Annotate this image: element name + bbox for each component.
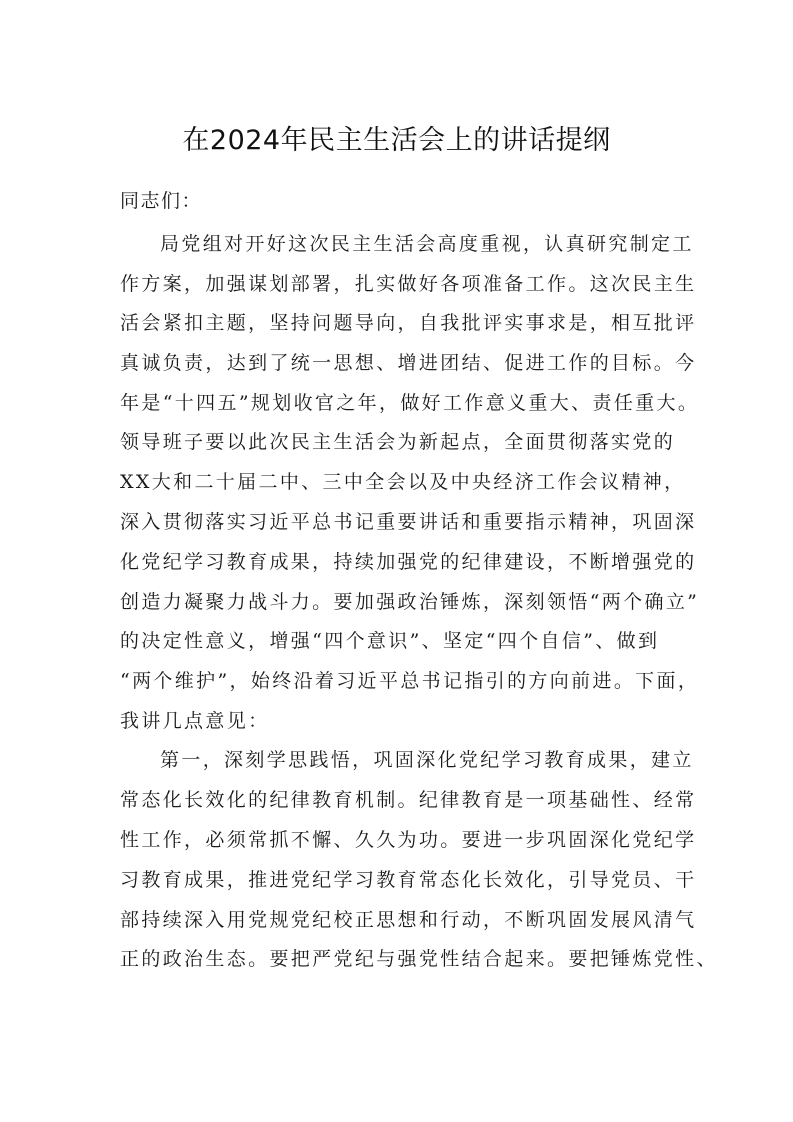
paragraph-line: 领导班子要以此次民主生活会为新起点，全面贯彻落实党的 <box>120 431 676 453</box>
paragraph-line: 性工作，必须常抓不懈、久久为功。要进一步巩固深化党纪学 <box>120 829 697 851</box>
paragraph-line: 真诚负责，达到了统一思想、增进团结、促进工作的目标。今 <box>120 352 697 374</box>
paragraph-line: 年是“十四五”规划收官之年，做好工作意义重大、责任重大。 <box>120 392 700 414</box>
paragraph-line: “两个维护”，始终沿着习近平总书记指引的方向前进。下面， <box>120 670 700 692</box>
paragraph-line: 活会紧扣主题，坚持问题导向，自我批评实事求是，相互批评 <box>120 312 697 334</box>
paragraph-line: 局党组对开好这次民主生活会高度重视，认真研究制定工 <box>160 233 694 255</box>
paragraph-line: 第一，深刻学思践悟，巩固深化党纪学习教育成果，建立 <box>160 749 694 771</box>
document-title: 在2024年民主生活会上的讲话提纲 <box>182 125 611 156</box>
paragraph-line: XX大和二十届二中、三中全会以及中央经济工作会议精神， <box>120 471 686 493</box>
paragraph-line: 创造力凝聚力战斗力。要加强政治锤炼，深刻领悟“两个确立” <box>120 591 700 613</box>
salutation: 同志们： <box>120 190 203 212</box>
paragraph-line: 部持续深入用党规党纪校正思想和行动，不断巩固发展风清气 <box>120 909 697 931</box>
paragraph-line: 作方案，加强谋划部署，扎实做好各项准备工作。这次民主生 <box>120 273 697 295</box>
paragraph-line: 常态化长效化的纪律教育机制。纪律教育是一项基础性、经常 <box>120 789 697 811</box>
paragraph-line: 正的政治生态。要把严党纪与强党性结合起来。要把锤炼党性、 <box>120 948 718 970</box>
paragraph-line: 化党纪学习教育成果，持续加强党的纪律建设，不断增强党的 <box>120 551 697 573</box>
paragraph-line: 习教育成果，推进党纪学习教育常态化长效化，引导党员、干 <box>120 869 697 891</box>
paragraph-line: 的决定性意义，增强“四个意识”、坚定“四个自信”、做到 <box>120 630 660 652</box>
paragraph-line: 深入贯彻落实习近平总书记重要讲话和重要指示精神，巩固深 <box>120 511 697 533</box>
paragraph-line: 我讲几点意见： <box>120 710 270 732</box>
